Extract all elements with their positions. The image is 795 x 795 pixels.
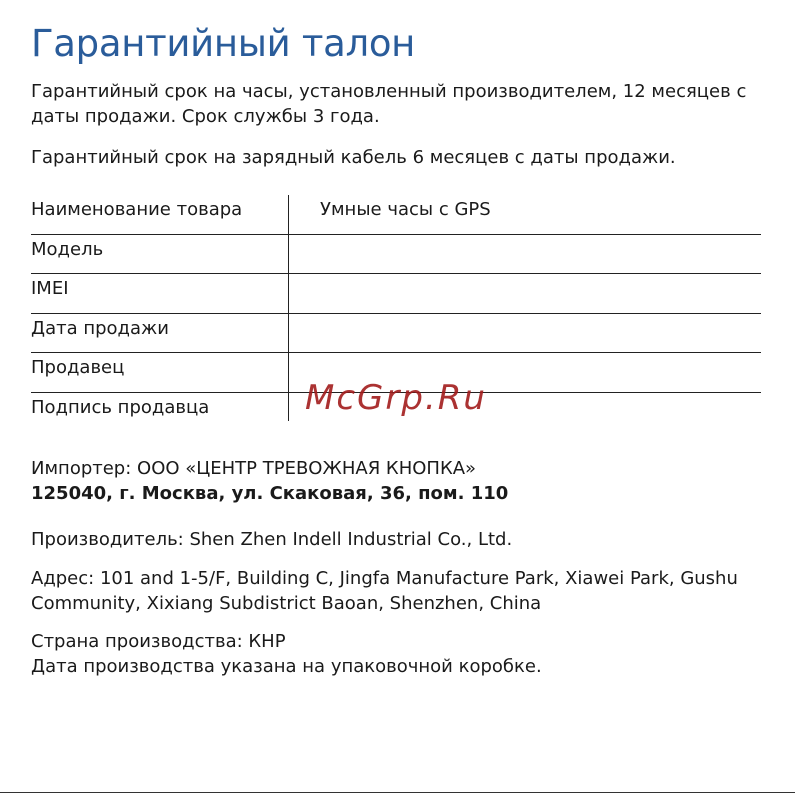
watermark: McGrp.Ru xyxy=(305,378,487,418)
importer-block xyxy=(31,456,761,506)
row-value: Умные часы с GPS xyxy=(320,199,491,220)
importer-line: Импортер: ООО «ЦЕНТР ТРЕВОЖНАЯ КНОПКА» xyxy=(31,458,477,479)
manufacturer-address: Адрес: 101 and 1-5/F, Building C, Jingfa Manufacture Park, Xiawei Park, Gushu Community, Xixiang Subdistrict Baoan, Shenzhen, China xyxy=(31,568,738,614)
production-date-note: Дата производства указана на упаковочной коробке. xyxy=(31,656,542,677)
row-label: Подпись продавца xyxy=(31,396,210,418)
row-label: Продавец xyxy=(31,357,125,378)
table-row-sale-date xyxy=(31,314,761,354)
row-label: IMEI xyxy=(31,278,69,299)
table-column-divider xyxy=(288,195,289,421)
manufacturer-line: Производитель: Shen Zhen Indell Industrial Co., Ltd. xyxy=(31,529,513,550)
bottom-divider xyxy=(0,792,795,793)
origin-country: Страна производства: КНР xyxy=(31,631,286,652)
table-row-model xyxy=(31,235,761,275)
warranty-cable-text: Гарантийный срок на зарядный кабель 6 месяцев с даты продажи. xyxy=(31,147,676,168)
row-label: Дата продажи xyxy=(31,317,169,339)
origin-block xyxy=(31,629,761,679)
table-row-imei xyxy=(31,274,761,314)
warranty-watch-text: Гарантийный срок на часы, установленный производителем, 12 месяцев с даты продажи. Срок службы 3 года. xyxy=(31,81,747,127)
importer-address: 125040, г. Москва, ул. Скаковая, 36, пом. 110 xyxy=(31,483,509,504)
row-label: Наименование товара xyxy=(31,199,243,220)
row-label: Модель xyxy=(31,238,104,260)
table-row-product-name xyxy=(31,195,761,235)
page-title: Гарантийный талон xyxy=(31,22,416,65)
